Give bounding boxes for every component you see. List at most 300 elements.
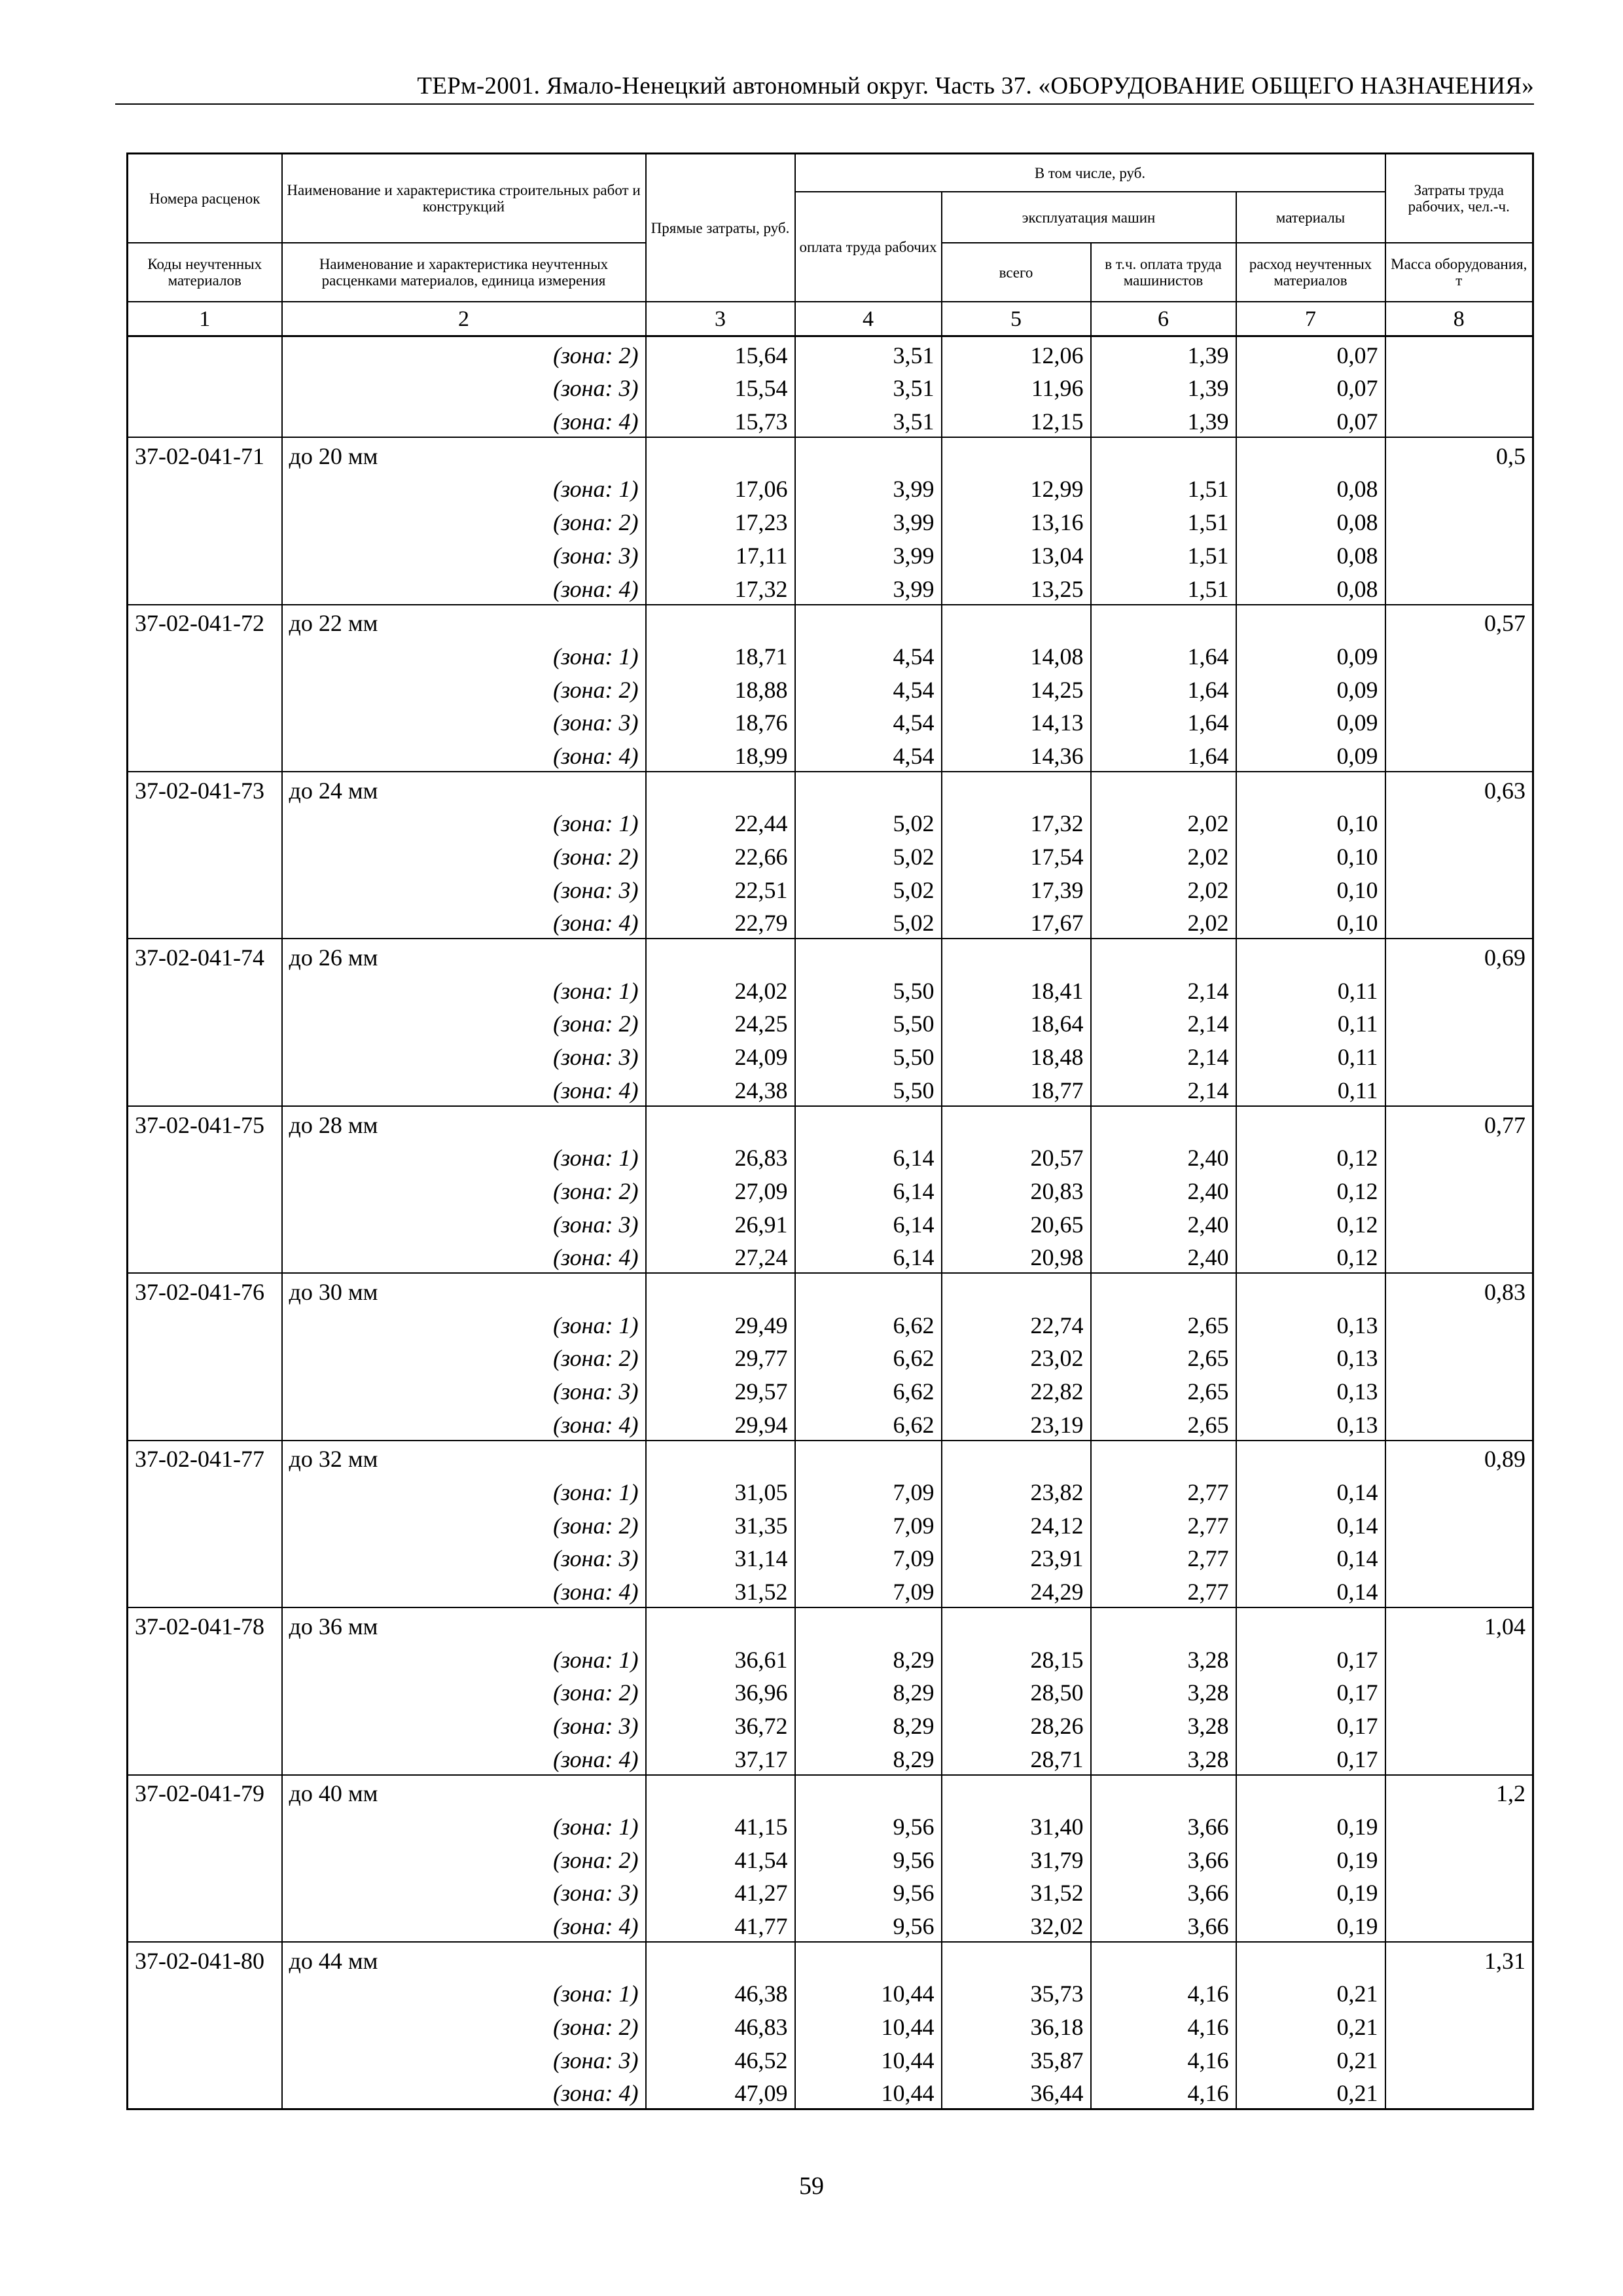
- direct-costs-value: 22,44: [646, 806, 795, 839]
- rate-code-cell: [128, 1206, 282, 1240]
- rate-code: 37-02-041-75: [128, 1106, 282, 1140]
- column-number: 2: [282, 302, 646, 336]
- machinists-pay-value: 2,77: [1091, 1474, 1236, 1507]
- workers-pay-value: 3,51: [795, 370, 942, 404]
- rate-code-cell: [128, 1908, 282, 1942]
- empty-cell: [646, 1607, 795, 1641]
- header-labor-costs: Затраты труда рабочих, чел.-ч.: [1385, 154, 1533, 243]
- empty-cell: [942, 1775, 1091, 1809]
- workers-pay-value: 8,29: [795, 1741, 942, 1775]
- machinists-pay-value: 3,28: [1091, 1708, 1236, 1741]
- table-row: [128, 1307, 1533, 1340]
- equipment-mass-value: [1385, 1741, 1533, 1775]
- empty-cell: [1091, 1775, 1236, 1809]
- materials-value: 0,14: [1236, 1573, 1385, 1607]
- machinists-pay-value: 4,16: [1091, 2075, 1236, 2109]
- workers-pay-value: 6,62: [795, 1340, 942, 1374]
- column-number: 8: [1385, 302, 1533, 336]
- zone-label: (зона: 4): [282, 905, 646, 939]
- workers-pay-value: 6,62: [795, 1373, 942, 1407]
- rate-code-cell: [128, 1808, 282, 1842]
- machinists-pay-value: 2,02: [1091, 806, 1236, 839]
- rate-code-cell: [128, 1407, 282, 1441]
- machines-total-value: 11,96: [942, 370, 1091, 404]
- rate-code-cell: [128, 571, 282, 605]
- equipment-mass-value: [1385, 1474, 1533, 1507]
- materials-value: 0,19: [1236, 1908, 1385, 1942]
- materials-value: 0,11: [1236, 973, 1385, 1006]
- table-row: [128, 1140, 1533, 1174]
- equipment-mass-value: [1385, 504, 1533, 537]
- rate-code-cell: [128, 1541, 282, 1574]
- direct-costs-value: 47,09: [646, 2075, 795, 2109]
- equipment-mass-value: 1,04: [1385, 1607, 1533, 1641]
- header-direct-costs: Прямые затраты, руб.: [646, 154, 795, 302]
- rate-group: [128, 1942, 1533, 2109]
- rate-group: [128, 1607, 1533, 1774]
- machines-total-value: 28,26: [942, 1708, 1091, 1741]
- zone-label: (зона: 1): [282, 1641, 646, 1675]
- materials-value: 0,17: [1236, 1741, 1385, 1775]
- zone-label: (зона: 2): [282, 1507, 646, 1541]
- materials-value: 0,11: [1236, 1039, 1385, 1072]
- direct-costs-value: 17,11: [646, 537, 795, 571]
- table-row: [128, 1340, 1533, 1374]
- header-machinists-pay: в т.ч. оплата труда машинистов: [1091, 243, 1236, 302]
- machines-total-value: 14,36: [942, 738, 1091, 772]
- machinists-pay-value: 1,39: [1091, 370, 1236, 404]
- machinists-pay-value: 3,66: [1091, 1808, 1236, 1842]
- machines-total-value: 22,74: [942, 1307, 1091, 1340]
- zone-label: (зона: 2): [282, 1173, 646, 1206]
- empty-cell: [1091, 772, 1236, 806]
- column-number: 5: [942, 302, 1091, 336]
- materials-value: 0,10: [1236, 806, 1385, 839]
- machinists-pay-value: 1,51: [1091, 537, 1236, 571]
- equipment-mass-value: [1385, 1842, 1533, 1875]
- machines-total-value: 20,57: [942, 1140, 1091, 1174]
- header-material-codes: Коды неучтенных материалов: [128, 243, 282, 302]
- machines-total-value: 17,39: [942, 872, 1091, 905]
- direct-costs-value: 36,96: [646, 1675, 795, 1708]
- table-header: [128, 154, 1533, 336]
- machinists-pay-value: 2,40: [1091, 1206, 1236, 1240]
- machines-total-value: 20,65: [942, 1206, 1091, 1240]
- empty-cell: [942, 1273, 1091, 1307]
- rate-name: до 44 мм: [282, 1942, 646, 1976]
- machinists-pay-value: 2,65: [1091, 1407, 1236, 1441]
- empty-cell: [795, 1441, 942, 1475]
- rate-group-header-row: [128, 1775, 1533, 1809]
- table-row: [128, 1072, 1533, 1106]
- machines-total-value: 32,02: [942, 1908, 1091, 1942]
- direct-costs-value: 17,23: [646, 504, 795, 537]
- table-row: [128, 336, 1533, 370]
- materials-value: 0,19: [1236, 1842, 1385, 1875]
- workers-pay-value: 8,29: [795, 1641, 942, 1675]
- zone-label: (зона: 2): [282, 336, 646, 370]
- zone-label: (зона: 1): [282, 1808, 646, 1842]
- workers-pay-value: 9,56: [795, 1808, 942, 1842]
- equipment-mass-value: [1385, 1039, 1533, 1072]
- equipment-mass-value: [1385, 1976, 1533, 2009]
- machines-total-value: 35,73: [942, 1976, 1091, 2009]
- equipment-mass-value: [1385, 571, 1533, 605]
- rate-group-header-row: [128, 605, 1533, 639]
- materials-value: 0,21: [1236, 2075, 1385, 2109]
- machines-total-value: 23,19: [942, 1407, 1091, 1441]
- zone-label: (зона: 3): [282, 1206, 646, 1240]
- zone-label: (зона: 4): [282, 1741, 646, 1775]
- equipment-mass-value: [1385, 1541, 1533, 1574]
- machinists-pay-value: 2,65: [1091, 1307, 1236, 1340]
- machines-total-value: 23,82: [942, 1474, 1091, 1507]
- machinists-pay-value: 1,64: [1091, 638, 1236, 672]
- machinists-pay-value: 2,40: [1091, 1173, 1236, 1206]
- workers-pay-value: 4,54: [795, 672, 942, 705]
- machinists-pay-value: 3,66: [1091, 1842, 1236, 1875]
- rate-code: 37-02-041-80: [128, 1942, 282, 1976]
- equipment-mass-value: 0,57: [1385, 605, 1533, 639]
- zone-label: (зона: 2): [282, 1006, 646, 1039]
- page-number: 59: [799, 2172, 824, 2200]
- empty-cell: [1236, 1775, 1385, 1809]
- table-row: [128, 1675, 1533, 1708]
- equipment-mass-value: [1385, 1708, 1533, 1741]
- rate-code: 37-02-041-78: [128, 1607, 282, 1641]
- equipment-mass-value: [1385, 738, 1533, 772]
- empty-cell: [1091, 939, 1236, 973]
- empty-cell: [646, 1441, 795, 1475]
- rate-code-cell: [128, 806, 282, 839]
- zone-label: (зона: 3): [282, 2042, 646, 2075]
- equipment-mass-value: 0,69: [1385, 939, 1533, 973]
- workers-pay-value: 10,44: [795, 2075, 942, 2109]
- rate-code-cell: [128, 1039, 282, 1072]
- zone-label: (зона: 1): [282, 1474, 646, 1507]
- workers-pay-value: 3,99: [795, 571, 942, 605]
- machinists-pay-value: 2,14: [1091, 1072, 1236, 1106]
- zone-label: (зона: 1): [282, 1140, 646, 1174]
- empty-cell: [646, 772, 795, 806]
- rate-group-header-row: [128, 437, 1533, 471]
- machines-total-value: 31,52: [942, 1875, 1091, 1909]
- equipment-mass-value: [1385, 638, 1533, 672]
- direct-costs-value: 22,79: [646, 905, 795, 939]
- machines-total-value: 17,32: [942, 806, 1091, 839]
- rate-code-cell: [128, 1140, 282, 1174]
- machinists-pay-value: 1,39: [1091, 403, 1236, 437]
- rate-code-cell: [128, 336, 282, 370]
- machines-total-value: 18,48: [942, 1039, 1091, 1072]
- equipment-mass-value: 0,5: [1385, 437, 1533, 471]
- workers-pay-value: 7,09: [795, 1474, 942, 1507]
- empty-cell: [795, 939, 942, 973]
- rate-code: 37-02-041-74: [128, 939, 282, 973]
- machinists-pay-value: 2,77: [1091, 1507, 1236, 1541]
- machinists-pay-value: 2,14: [1091, 1039, 1236, 1072]
- machines-total-value: 20,98: [942, 1240, 1091, 1274]
- empty-cell: [795, 1106, 942, 1140]
- direct-costs-value: 36,72: [646, 1708, 795, 1741]
- workers-pay-value: 10,44: [795, 1976, 942, 2009]
- equipment-mass-value: [1385, 2009, 1533, 2042]
- rate-group-header-row: [128, 939, 1533, 973]
- equipment-mass-value: 1,31: [1385, 1942, 1533, 1976]
- machines-total-value: 18,77: [942, 1072, 1091, 1106]
- machines-total-value: 24,12: [942, 1507, 1091, 1541]
- empty-cell: [1236, 1441, 1385, 1475]
- materials-value: 0,12: [1236, 1240, 1385, 1274]
- zone-label: (зона: 3): [282, 537, 646, 571]
- equipment-mass-value: [1385, 2075, 1533, 2109]
- rate-code-cell: [128, 2075, 282, 2109]
- empty-cell: [795, 1607, 942, 1641]
- zone-label: (зона: 2): [282, 1675, 646, 1708]
- table-row: [128, 1474, 1533, 1507]
- equipment-mass-value: [1385, 1307, 1533, 1340]
- empty-cell: [795, 1273, 942, 1307]
- workers-pay-value: 6,14: [795, 1206, 942, 1240]
- materials-value: 0,12: [1236, 1206, 1385, 1240]
- zone-label: (зона: 2): [282, 672, 646, 705]
- direct-costs-value: 18,76: [646, 705, 795, 738]
- table-row: [128, 1240, 1533, 1274]
- rate-code-cell: [128, 1373, 282, 1407]
- machinists-pay-value: 2,02: [1091, 838, 1236, 872]
- header-material-name: Наименование и характеристика неучтенных расценками материалов, единица измерения: [282, 243, 646, 302]
- materials-value: 0,09: [1236, 738, 1385, 772]
- rate-group: [128, 1106, 1533, 1273]
- workers-pay-value: 3,99: [795, 471, 942, 505]
- direct-costs-value: 41,15: [646, 1808, 795, 1842]
- machinists-pay-value: 2,14: [1091, 973, 1236, 1006]
- table-row: [128, 738, 1533, 772]
- rates-table: [126, 152, 1534, 2110]
- table-row: [128, 1039, 1533, 1072]
- equipment-mass-value: [1385, 872, 1533, 905]
- equipment-mass-value: 0,89: [1385, 1441, 1533, 1475]
- equipment-mass-value: [1385, 537, 1533, 571]
- rate-code-cell: [128, 1741, 282, 1775]
- direct-costs-value: 22,51: [646, 872, 795, 905]
- zone-label: (зона: 3): [282, 1373, 646, 1407]
- zone-label: (зона: 1): [282, 1976, 646, 2009]
- empty-cell: [646, 1942, 795, 1976]
- materials-value: 0,10: [1236, 838, 1385, 872]
- rate-code-cell: [128, 838, 282, 872]
- direct-costs-value: 17,32: [646, 571, 795, 605]
- column-number: 6: [1091, 302, 1236, 336]
- zone-label: (зона: 3): [282, 1875, 646, 1909]
- empty-cell: [795, 605, 942, 639]
- equipment-mass-value: 0,63: [1385, 772, 1533, 806]
- machines-total-value: 28,15: [942, 1641, 1091, 1675]
- header-machine-operation: эксплуатация машин: [942, 192, 1236, 243]
- empty-cell: [1236, 605, 1385, 639]
- rate-group-header-row: [128, 1441, 1533, 1475]
- rate-name: до 30 мм: [282, 1273, 646, 1307]
- equipment-mass-value: [1385, 1808, 1533, 1842]
- machines-total-value: 20,83: [942, 1173, 1091, 1206]
- table-row: [128, 1808, 1533, 1842]
- machines-total-value: 31,40: [942, 1808, 1091, 1842]
- header-work-name: Наименование и характеристика строительных работ и конструкций: [282, 154, 646, 243]
- rate-code: 37-02-041-77: [128, 1441, 282, 1475]
- rate-code-cell: [128, 1641, 282, 1675]
- direct-costs-value: 24,02: [646, 973, 795, 1006]
- equipment-mass-value: [1385, 672, 1533, 705]
- equipment-mass-value: [1385, 1006, 1533, 1039]
- workers-pay-value: 6,14: [795, 1140, 942, 1174]
- zone-label: (зона: 3): [282, 1039, 646, 1072]
- header-workers-pay: оплата труда рабочих: [795, 192, 942, 302]
- workers-pay-value: 5,50: [795, 1006, 942, 1039]
- machines-total-value: 17,54: [942, 838, 1091, 872]
- rate-code-cell: [128, 738, 282, 772]
- zone-label: (зона: 2): [282, 838, 646, 872]
- rate-name: до 32 мм: [282, 1441, 646, 1475]
- rate-code-cell: [128, 1507, 282, 1541]
- machines-total-value: 14,13: [942, 705, 1091, 738]
- rate-group: [128, 1441, 1533, 1607]
- rate-code-cell: [128, 1340, 282, 1374]
- direct-costs-value: 15,54: [646, 370, 795, 404]
- empty-cell: [795, 437, 942, 471]
- zone-label: (зона: 3): [282, 1541, 646, 1574]
- rate-code-cell: [128, 1474, 282, 1507]
- continued-rate-group: [128, 336, 1533, 438]
- table-row: [128, 1173, 1533, 1206]
- rate-code-cell: [128, 1976, 282, 2009]
- zone-label: (зона: 2): [282, 1842, 646, 1875]
- machines-total-value: 28,50: [942, 1675, 1091, 1708]
- table-row: [128, 806, 1533, 839]
- machinists-pay-value: 1,64: [1091, 705, 1236, 738]
- workers-pay-value: 4,54: [795, 738, 942, 772]
- equipment-mass-value: [1385, 1641, 1533, 1675]
- workers-pay-value: 5,02: [795, 806, 942, 839]
- machinists-pay-value: 3,66: [1091, 1908, 1236, 1942]
- machines-total-value: 35,87: [942, 2042, 1091, 2075]
- machinists-pay-value: 1,51: [1091, 471, 1236, 505]
- header-including: В том числе, руб.: [795, 154, 1385, 192]
- equipment-mass-value: [1385, 838, 1533, 872]
- zone-label: (зона: 1): [282, 471, 646, 505]
- zone-label: (зона: 4): [282, 1072, 646, 1106]
- equipment-mass-value: [1385, 1675, 1533, 1708]
- machinists-pay-value: 4,16: [1091, 2042, 1236, 2075]
- rate-code-cell: [128, 1240, 282, 1274]
- rate-code-cell: [128, 370, 282, 404]
- workers-pay-value: 3,51: [795, 336, 942, 370]
- table-row: [128, 1541, 1533, 1574]
- machinists-pay-value: 1,39: [1091, 336, 1236, 370]
- machinists-pay-value: 1,64: [1091, 738, 1236, 772]
- empty-cell: [646, 1273, 795, 1307]
- direct-costs-value: 26,91: [646, 1206, 795, 1240]
- rate-code: 37-02-041-72: [128, 605, 282, 639]
- materials-value: 0,10: [1236, 872, 1385, 905]
- materials-value: 0,07: [1236, 336, 1385, 370]
- header-machines-total: всего: [942, 243, 1091, 302]
- direct-costs-value: 18,99: [646, 738, 795, 772]
- rate-code-cell: [128, 638, 282, 672]
- table-row: [128, 471, 1533, 505]
- direct-costs-value: 24,38: [646, 1072, 795, 1106]
- machines-total-value: 24,29: [942, 1573, 1091, 1607]
- machines-total-value: 22,82: [942, 1373, 1091, 1407]
- machinists-pay-value: 2,02: [1091, 905, 1236, 939]
- rate-group: [128, 437, 1533, 604]
- empty-cell: [942, 605, 1091, 639]
- rate-code-cell: [128, 1708, 282, 1741]
- materials-value: 0,09: [1236, 638, 1385, 672]
- table-row: [128, 571, 1533, 605]
- table-row: [128, 1842, 1533, 1875]
- rate-code: 37-02-041-73: [128, 772, 282, 806]
- equipment-mass-value: [1385, 1908, 1533, 1942]
- equipment-mass-value: [1385, 973, 1533, 1006]
- empty-cell: [795, 1775, 942, 1809]
- zone-label: (зона: 2): [282, 1340, 646, 1374]
- equipment-mass-value: [1385, 1206, 1533, 1240]
- direct-costs-value: 18,88: [646, 672, 795, 705]
- materials-value: 0,11: [1236, 1072, 1385, 1106]
- empty-cell: [942, 772, 1091, 806]
- rate-code-cell: [128, 705, 282, 738]
- workers-pay-value: 7,09: [795, 1573, 942, 1607]
- equipment-mass-value: [1385, 1507, 1533, 1541]
- empty-cell: [1091, 1441, 1236, 1475]
- equipment-mass-value: [1385, 1340, 1533, 1374]
- workers-pay-value: 4,54: [795, 638, 942, 672]
- equipment-mass-value: [1385, 1407, 1533, 1441]
- equipment-mass-value: [1385, 1140, 1533, 1174]
- equipment-mass-value: [1385, 370, 1533, 404]
- materials-value: 0,17: [1236, 1641, 1385, 1675]
- column-number: 3: [646, 302, 795, 336]
- materials-value: 0,08: [1236, 504, 1385, 537]
- machinists-pay-value: 2,77: [1091, 1573, 1236, 1607]
- zone-label: (зона: 1): [282, 806, 646, 839]
- zone-label: (зона: 4): [282, 1573, 646, 1607]
- empty-cell: [1236, 1106, 1385, 1140]
- machines-total-value: 23,02: [942, 1340, 1091, 1374]
- empty-cell: [1091, 437, 1236, 471]
- rate-code-cell: [128, 504, 282, 537]
- table-row: [128, 504, 1533, 537]
- rate-code-cell: [128, 973, 282, 1006]
- materials-value: 0,12: [1236, 1173, 1385, 1206]
- materials-value: 0,17: [1236, 1708, 1385, 1741]
- empty-cell: [1091, 1607, 1236, 1641]
- equipment-mass-value: [1385, 1875, 1533, 1909]
- rate-name: до 28 мм: [282, 1106, 646, 1140]
- empty-cell: [646, 1775, 795, 1809]
- rate-code: 37-02-041-76: [128, 1273, 282, 1307]
- machines-total-value: 18,41: [942, 973, 1091, 1006]
- machines-total-value: 13,04: [942, 537, 1091, 571]
- zone-label: (зона: 4): [282, 1407, 646, 1441]
- equipment-mass-value: [1385, 1573, 1533, 1607]
- materials-value: 0,21: [1236, 1976, 1385, 2009]
- rate-code-cell: [128, 1006, 282, 1039]
- empty-cell: [646, 939, 795, 973]
- equipment-mass-value: [1385, 705, 1533, 738]
- workers-pay-value: 6,14: [795, 1173, 942, 1206]
- zone-label: (зона: 4): [282, 1240, 646, 1274]
